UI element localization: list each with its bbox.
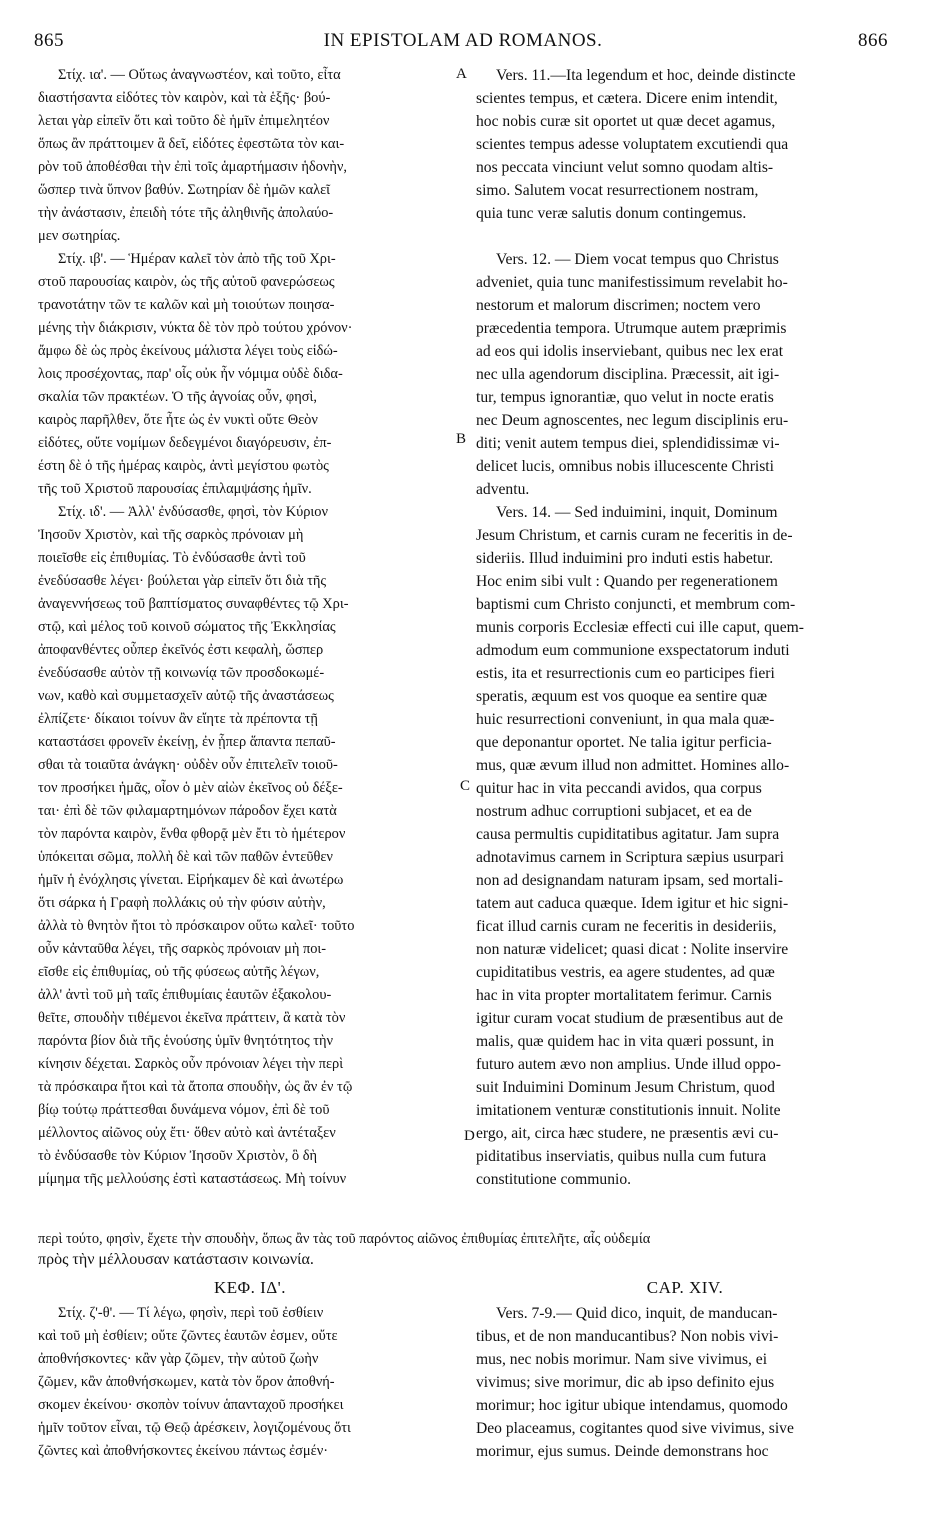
text-line: στοῦ παρουσίας καιρὸν, ὡς τῆς αὐτοῦ φανερώσεως	[38, 274, 335, 290]
text-line: adventu.	[476, 481, 530, 498]
text-line: Στίχ. ζ'-θ'. — Τί λέγω, φησὶν, περὶ τοῦ ἐσθίειν	[58, 1305, 324, 1321]
text-line: igitur curam vocat studium de præsentibus aut de	[476, 1010, 784, 1027]
text-line: Vers. 7-9.— Quid dico, inquit, de manducan-	[496, 1305, 778, 1322]
text-line: τρανοτάτην τῶν τε καλῶν καὶ μὴ τοιούτων ποιησα-	[38, 297, 335, 313]
text-line: μίμημα τῆς μελλούσης ἐστὶ καταστάσεως. Μὴ τοίνυν	[38, 1171, 347, 1187]
text-line: ergo, ait, circa hæc studere, ne præsentis ævi cu-	[476, 1125, 779, 1142]
text-line: mus, nec nobis morimur. Nam sive vivimus, ei	[476, 1351, 768, 1368]
text-line: Hoc enim sibi vult : Quando per regenerationem	[476, 573, 778, 590]
running-header	[30, 30, 896, 56]
text-line: σκαλία τῶν πρακτέων. Ὁ τῆς ἀγνοίας οὖν, φησὶ,	[38, 389, 317, 405]
text-line: Ἰησοῦν Χριστὸν, καὶ τῆς σαρκὸς πρόνοιαν μὴ	[38, 527, 304, 543]
text-line: baptismi cum Christo conjuncti, et membrum com-	[476, 596, 796, 613]
text-line: Στίχ. ιβ'. — Ἡμέραν καλεῖ τὸν ἀπὸ τῆς τοῦ Χρι-	[58, 251, 336, 267]
text-line: constitutione communio.	[476, 1171, 632, 1188]
text-line: delicet lucis, omnibus nobis illucescente Christi	[476, 458, 774, 475]
text-line: nec Deum agnoscentes, nec legum disciplinis eru-	[476, 412, 789, 429]
greek-spanning-line	[38, 1228, 894, 1251]
text-line: τὴν ἀνάστασιν, ἐπειδὴ τότε τῆς ἀληθινῆς ἀπολαύο-	[38, 205, 334, 221]
text-line: ὑπόκειται σῶμα, πολλὴ δὲ καὶ τῶν παθῶν ἐντεῦθεν	[38, 849, 333, 865]
text-line: ἀποφανθέντες οὗπερ ἐκεῖνός ἐστι κεφαλὴ, ὥσπερ	[38, 642, 324, 658]
text-line: ἀλλὰ τὸ θνητὸν ἤτοι τὸ πρόσκαιρον οὕτω καλεῖ· τοῦτο	[38, 918, 355, 934]
latin-column	[476, 64, 894, 1191]
text-line: ἡμῖν τοῦτον εἶναι, τῷ Θεῷ ἀρέσκειν, λογιζομένους ὅτι	[38, 1420, 351, 1436]
text-line: Vers. 12. — Diem vocat tempus quo Christus	[496, 251, 779, 268]
margin-letter-c: C	[460, 778, 471, 794]
text-line: παρόντα βίον διὰ τῆς ἑνούσης ὑμῖν θνητότητος τὴν	[38, 1033, 334, 1049]
text-line: adnotavimus carnem in Scriptura sæpius usurpari	[476, 849, 784, 866]
latin-chapter-14-text	[476, 1302, 894, 1463]
text-line: huic resurrectioni conveniunt, in qua mala quæ-	[476, 711, 775, 728]
text-line: ὅπως ἂν πράττοιμεν ἃ δεῖ, εἰδότες ἐφεστῶτα τὸν και-	[38, 136, 345, 152]
text-line: tibus, et de non manducantibus? Non nobis vivi-	[476, 1328, 779, 1345]
margin-letter-a: A	[456, 66, 467, 82]
text-line: καταστάσει φρονεῖν ἐκείνῃ, ἐν ᾗπερ ἅπαντα πεπαῦ-	[38, 734, 336, 750]
text-line: Deo placeamus, cogitantes quod sive vivimus, sive	[476, 1420, 794, 1437]
text-line: εἰδότες, οὔτε νομίμων δεδεγμένοι διαγόρευσιν, ἐπ-	[38, 435, 332, 451]
greek-chapter-14-text	[38, 1302, 462, 1463]
text-line: καιρὸς παρῆλθεν, ὅτε ἦτε ὡς ἐν νυκτὶ οὔτε Θεὸν	[38, 412, 318, 428]
text-line: ὅτι σάρκα ἡ Γραφὴ πολλάκις οὐ τὴν φύσιν αὐτὴν,	[38, 895, 326, 911]
text-line: τὸ ἐνδύσασθε τὸν Κύριον Ἰησοῦν Χριστὸν, ὃ δὴ	[38, 1148, 318, 1164]
text-line: Στίχ. ιδ'. — Ἀλλ' ἐνδύσασθε, φησὶ, τὸν Κύριον	[58, 504, 328, 520]
text-line: munis corporis Ecclesiæ effecti cui ille caput, quem-	[476, 619, 804, 636]
text-line: nestorum et malorum discrimen; noctem vero	[476, 297, 761, 314]
text-line: vivimus; sive morimur, dic ab ipso definito ejus	[476, 1374, 775, 1391]
text-line: nos peccata vinciunt velut somno quodam altis-	[476, 159, 774, 176]
text-line: καὶ τοῦ μὴ ἐσθίειν; οὔτε ζῶντες ἑαυτῶν ἐσμεν, οὔτε	[38, 1328, 338, 1344]
text-line: μένης τὴν διάκρισιν, νύκτα δὲ τὸν πρὸ τούτου χρόνον·	[38, 320, 353, 336]
text-line: præcedentia tempora. Utrumque autem præprimis	[476, 320, 787, 337]
margin-letter-d: D	[464, 1128, 475, 1144]
text-line: κίνησιν δέχεται. Σαρκὸς οὖν πρόνοιαν λέγει τὴν περὶ	[38, 1056, 344, 1072]
text-line: non ad designandam naturam ipsam, sed mortali-	[476, 872, 784, 889]
text-line: ποιεῖσθε εἰς ἐπιθυμίας. Τὸ ἐνδύσασθε ἀντὶ τοῦ	[38, 550, 306, 566]
text-line: que deponantur oportet. Ne talia igitur perficia-	[476, 734, 772, 751]
text-line: non naturæ videlicet; quasi dicat : Nolite inservire	[476, 941, 789, 958]
text-line: θεῖτε, σπουδὴν τιθέμενοι ἐκεῖνα πράττειν, ἃ κατὰ τὸν	[38, 1010, 346, 1026]
text-line: ἐνεδύσασθε λέγει· βούλεται γὰρ εἰπεῖν ὅτι διὰ τῆς	[38, 573, 327, 589]
text-line: malis, quæ quidem hac in vita quæri possunt, in	[476, 1033, 774, 1050]
text-line: έστη δὲ ὁ τῆς ἡμέρας καιρὸς, ἀντὶ μεγίστου φωτὸς	[38, 458, 329, 474]
greek-column	[38, 64, 462, 1191]
text-line: σθαι τὰ τοιαῦτα ἀνάγκη· οὐδὲν οὖν ἐπιτελεῖν τοιοῦ-	[38, 757, 338, 773]
text-line: ἐνεδύσασθε αὐτὸν τῇ κοινωνίᾳ τῶν προσδοκωμέ-	[38, 665, 325, 681]
text-line: estis, ita et resurrectionis cum eo participes fieri	[476, 665, 775, 682]
text-line: διαστήσαντα εἰδότες τὸν καιρὸν, καὶ τὰ ἑξῆς· βού-	[38, 90, 331, 106]
spanning-text-line: περὶ τούτο, φησὶν, ἔχετε τὴν σπουδὴν, ὅπως ἂν τὰς τοῦ παρόντος αἰῶνος ἐπιθυμίας ἐπιτελῆτε, αἷς οὐδεμία	[38, 1231, 651, 1247]
text-line: causa permultis cupiditatibus agitatur. Jam supra	[476, 826, 780, 843]
text-line: tatem aut caduca quæque. Idem igitur et hic signi-	[476, 895, 789, 912]
greek-text-upper	[38, 64, 462, 1191]
latin-text-upper	[476, 64, 894, 1191]
text-line: σκομεν ἐκείνου· σκοπὸν τοίνυν ἁπανταχοῦ προσήκει	[38, 1397, 344, 1413]
text-line: diti; venit autem tempus diei, splendidissimæ vi-	[476, 435, 780, 452]
text-line: quitur hac in vita peccandi avidos, qua corpus	[476, 780, 762, 797]
text-line: scientes tempus adesse voluptatem excutiendi qua	[476, 136, 789, 153]
text-line: στῷ, καὶ μέλος τοῦ κοινοῦ σώματος τῆς Ἐκκλησίας	[38, 619, 336, 635]
margin-letter-b: B	[456, 431, 467, 447]
text-line: suit Induimini Dominum Jesum Christum, quod	[476, 1079, 775, 1096]
text-line: morimur, ejus sumus. Deinde demonstrans hoc	[476, 1443, 769, 1460]
text-line: cupiditatibus vestris, ea agere studentes, ad quæ	[476, 964, 775, 981]
text-line: τὰ πρόσκαιρα ἤτοι καὶ τὰ ἄτοπα σπουδὴν, ὡς ἂν ἐν τῷ	[38, 1079, 353, 1095]
text-line: scientes tempus, et cætera. Dicere enim intendit,	[476, 90, 778, 107]
text-line: ἐλπίζετε· δίκαιοι τοίνυν ἂν εἴητε τὰ πρέποντα τῇ	[38, 711, 318, 727]
text-line: λοις προσέχοντας, παρ' οἷς οὐκ ἦν νόμιμα οὐδὲ διδα-	[38, 366, 343, 382]
text-line: nec ulla agendorum disciplina. Præcessit, ait igi-	[476, 366, 780, 383]
text-line: simo. Salutem vocat resurrectionem nostram,	[476, 182, 759, 199]
text-line: Vers. 11.—Ita legendum et hoc, deinde distincte	[496, 67, 796, 84]
text-line: μεν σωτηρίας.	[38, 228, 121, 244]
greek-continuation-line: πρὸς τὴν μέλλουσαν κατάστασιν κοινωνία.	[38, 1251, 314, 1268]
text-line	[476, 225, 894, 248]
text-line: nostrum adhuc corruptioni subjacet, et ea de	[476, 803, 752, 820]
text-line: ται· ἐπὶ δὲ τῶν φιλαμαρτημόνων πάροδον ἔχει κατὰ	[38, 803, 337, 819]
text-line: τῆς τοῦ Χριστοῦ παρουσίας ἐπιλαμψάσης ἡμῖν.	[38, 481, 312, 497]
text-line: ad eos qui idolis inserviebant, quibus nec lex erat	[476, 343, 784, 360]
latin-column-lower	[476, 1274, 894, 1463]
text-line: Jesum Christum, et carnis curam ne feceritis in de-	[476, 527, 793, 544]
text-line: ἀλλ' ἀντὶ τοῦ μὴ ταῖς ἐπιθυμίαις ἑαυτῶν ἐξακολου-	[38, 987, 332, 1003]
greek-column-lower	[38, 1251, 462, 1463]
text-line: ἀποθνήσκοντες· κἂν γὰρ ζῶμεν, τὴν αὐτοῦ ζωὴν	[38, 1351, 319, 1367]
text-line: futuro autem ævo non amplius. Unde illud oppo-	[476, 1056, 781, 1073]
text-line: admodum eum communione exspectatorum induti	[476, 642, 790, 659]
text-line: βίῳ τούτῳ πράττεσθαι δυνάμενα νόμον, ἐπὶ δὲ τοῦ	[38, 1102, 330, 1118]
text-line: μέλλοντος αἰῶνος οὐχ ἔτι· ὅθεν αὐτὸ καὶ ἀντέταξεν	[38, 1125, 336, 1141]
text-line: τὸν παρόντα καιρὸν, ἔνθα φθορᾷ μὲν ἔτι τὸ ἡμέτερον	[38, 826, 346, 842]
text-line: τον προσήκει ἡμᾶς, οἷον ὁ μὲν αἰὼν ἐκεῖνος οὐ δέξε-	[38, 780, 343, 796]
text-line: ζῶντες καὶ ἀποθνήσκοντες ἐκείνου πάντως ἐσμέν·	[38, 1443, 328, 1459]
text-line: imitationem venturæ constitutionis innuit. Nolite	[476, 1102, 781, 1119]
text-line: tur, tempus ignorantiæ, quo velut in nocte eratis	[476, 389, 774, 406]
text-line: morimur; hoc igitur ubique intendamus, quomodo	[476, 1397, 788, 1414]
page-number-right: 866	[858, 30, 888, 51]
text-line: ἀναγεννήσεως τοῦ βαπτίσματος συναφθέντες τῷ Χρι-	[38, 596, 349, 612]
text-line: ficat illud carnis curam ne feceritis in desideriis,	[476, 918, 777, 935]
text-line: quia tunc veræ salutis donum contingemus.	[476, 205, 747, 222]
text-line: οὖν κἀνταῦθα λέγει, τῆς σαρκὸς πρόνοιαν μὴ ποι-	[38, 941, 327, 957]
text-line: adveniet, quia tunc manifestissimum revelabit ho-	[476, 274, 788, 291]
text-line: νων, καθὸ καὶ συμμετασχεῖν αὐτῷ τῆς ἀναστάσεως	[38, 688, 334, 704]
text-line: piditatibus inserviatis, quibus nulla cum futura	[476, 1148, 767, 1165]
page-number-left: 865	[34, 30, 64, 51]
text-line: Στίχ. ια'. — Οὕτως ἀναγνωστέον, καὶ τοῦτο, εἶτα	[58, 67, 341, 83]
text-line: εῖσθε εἰς ἐπιθυμίας, οὐ τῆς φύσεως αὐτῆς λέγων,	[38, 964, 320, 980]
latin-chapter-heading: CAP. XIV.	[646, 1278, 724, 1297]
text-line: λεται γὰρ εἰπεῖν ὅτι καὶ τοῦτο δὲ ἡμῖν ἐπιμελητέον	[38, 113, 330, 129]
text-line: speratis, æquum est vos quoque ea sentire quæ	[476, 688, 768, 705]
text-line: mus, quæ ævum illud non admittet. Homines allo-	[476, 757, 790, 774]
text-line: ὥσπερ τινὰ ὕπνον βαθύν. Σωτηρίαν δὲ ἡμῶν καλεῖ	[38, 182, 331, 198]
text-line: ἡμῖν ἡ ἐνόχλησις γίνεται. Εἰρήκαμεν δὲ καὶ ἀνωτέρω	[38, 872, 344, 888]
text-line: ζῶμεν, κἂν ἀποθνήσκωμεν, κατὰ τὸν ὅρον ἀποθνή-	[38, 1374, 335, 1390]
text-line: Vers. 14. — Sed induimini, inquit, Dominum	[496, 504, 778, 521]
text-line: sideriis. Illud induimini pro induti estis habetur.	[476, 550, 774, 567]
text-line: ρὸν τοῦ ἀποθέσθαι τὴν ἐπὶ τοῖς ἁμαρτήμασιν ἡδονὴν,	[38, 159, 348, 175]
greek-chapter-heading: ΚΕΦ. ΙΔ'.	[214, 1278, 286, 1297]
text-line: ἄμφω δὲ ὡς πρὸς ἐκείνους μάλιστα λέγει τοὺς εἰδώ-	[38, 343, 338, 359]
text-line: hoc nobis curæ sit oportet ut quæ decet agamus,	[476, 113, 776, 130]
running-title: IN EPISTOLAM AD ROMANOS.	[323, 30, 603, 51]
text-line: hac in vita propter mortalitatem ferimur. Carnis	[476, 987, 772, 1004]
